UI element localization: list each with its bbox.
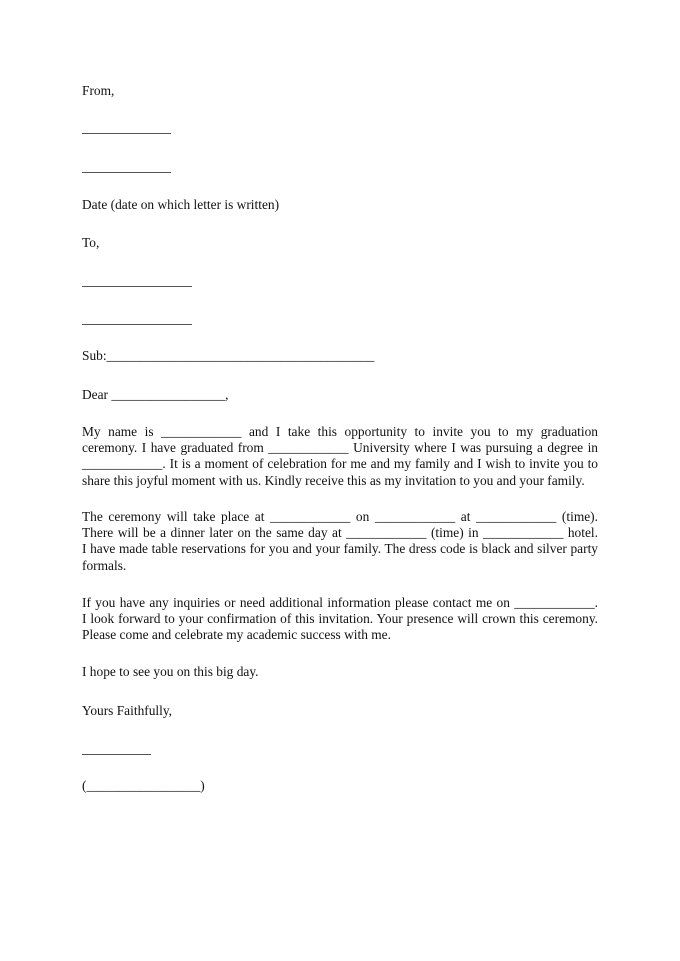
- paragraph-contact: [82, 595, 598, 644]
- paragraph-ceremony-details: [82, 509, 598, 574]
- paragraph-line: There will be a dinner later on the same day at ____________ (time) in ____________ hotel.: [82, 525, 598, 541]
- paragraph-line: ____________. It is a moment of celebration for me and my family and I wish to invite you to: [82, 456, 598, 472]
- recipient-address-blank: [82, 324, 192, 325]
- sender-name-blank: [82, 133, 171, 134]
- date-line: Date (date on which letter is written): [82, 197, 280, 212]
- paragraph-line: I have made table reservations for you and your family. The dress code is black and silver party: [82, 541, 598, 557]
- name-placeholder: (_________________): [82, 778, 205, 793]
- paragraph-line: Please come and celebrate my academic success with me.: [82, 627, 391, 643]
- sender-address-blank: [82, 172, 171, 173]
- salutation: Dear _________________,: [82, 387, 229, 402]
- sign-off: Yours Faithfully,: [82, 703, 173, 718]
- paragraph-line: I look forward to your confirmation of this invitation. Your presence will crown this ceremony.: [82, 611, 598, 627]
- closing-line: I hope to see you on this big day.: [82, 664, 259, 679]
- paragraph-line: ceremony. I have graduated from ____________ University where I was pursuing a degree in: [82, 440, 598, 456]
- paragraph-line: My name is ____________ and I take this opportunity to invite you to my graduation: [82, 424, 598, 439]
- paragraph-line: The ceremony will take place at ____________ on ____________ at ____________ (time).: [82, 509, 598, 524]
- subject-line: Sub:________________________________________: [82, 348, 375, 363]
- to-label: To,: [82, 235, 100, 250]
- paragraph-line: formals.: [82, 557, 127, 573]
- signature-blank: [82, 754, 151, 755]
- from-label: From,: [82, 83, 115, 98]
- recipient-name-blank: [82, 286, 192, 287]
- paragraph-line: share this joyful moment with us. Kindly receive this as my invitation to you and your family.: [82, 472, 585, 488]
- paragraph-line: If you have any inquiries or need additional information please contact me on ____________.: [82, 595, 598, 610]
- paragraph-invitation: [82, 424, 598, 489]
